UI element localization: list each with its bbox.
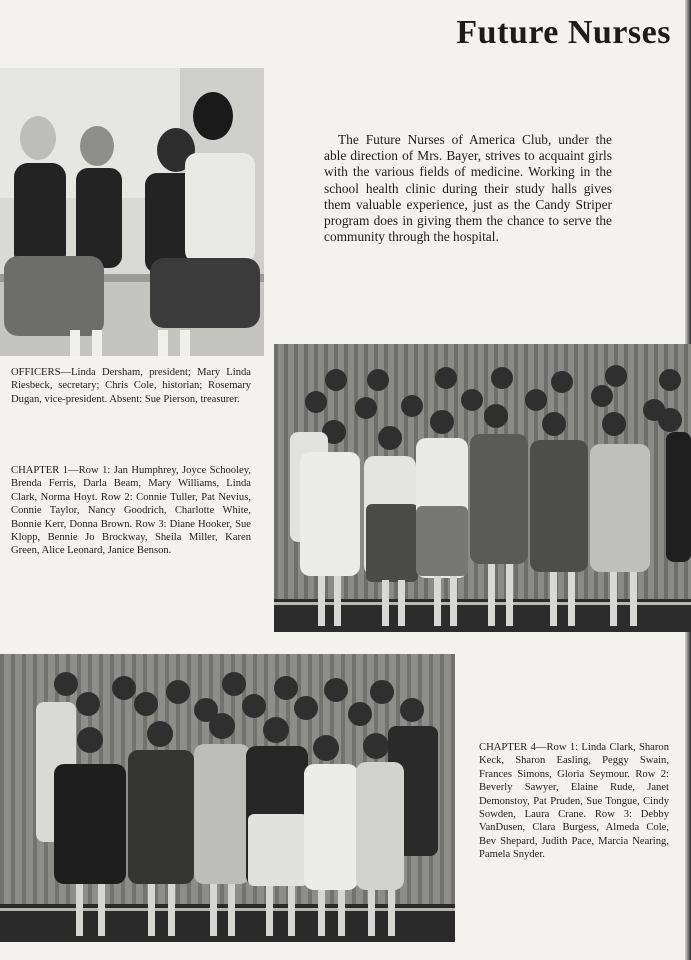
officers-caption: OFFICERS—Linda Dersham, president; Mary Linda Riesbeck, secretary; Chris Cole, historian; Rosemary Dugan, vice-president. Absent: Sue Pierson, treasurer.: [11, 367, 251, 405]
chapter4-caption: CHAPTER 4—Row 1: Linda Clark, Sharon Keck, Sharon Easling, Peggy Swain, Frances Simons, Gloria Seymour. Row 2: Beverly Sawyer, Elaine Rude, Janet Demonstoy, Pat Pruden, Sue Tongue, Cindy Sowden, Laura Crane. Row 3: Debby VanDusen, Clara Burgess, Almeda Cole, Bev Shepard, Judith Pace, Marcia Nearing, Pamela Snyder.: [479, 742, 669, 861]
page-title: Future Nurses: [456, 14, 671, 51]
chapter1-photo: [274, 344, 691, 632]
intro-paragraph: The Future Nurses of America Club, under the able direction of Mrs. Bayer, strives to acquaint girls with the various fields of medicine. Working in the school health clinic during their study halls gives them valuable experience, just as the Candy Striper program does in giving them the chance to serve the community through the hospital.: [324, 132, 612, 245]
chapter4-photo: [0, 654, 455, 942]
chapter1-caption: CHAPTER 1—Row 1: Jan Humphrey, Joyce Schooley, Brenda Ferris, Darla Beam, Mary Williams, Linda Clark, Norma Hoyt. Row 2: Connie Tuller, Pat Nevius, Connie Taylor, Nancy Goodrich, Charlotte White, Bonnie Kerr, Donna Brown. Row 3: Diane Hooker, Sue Klopp, Bennie Jo Brockway, Sheila Miller, Karen Green, Alice Leonard, Janice Benson.: [11, 465, 251, 557]
officers-photo: [0, 68, 264, 356]
